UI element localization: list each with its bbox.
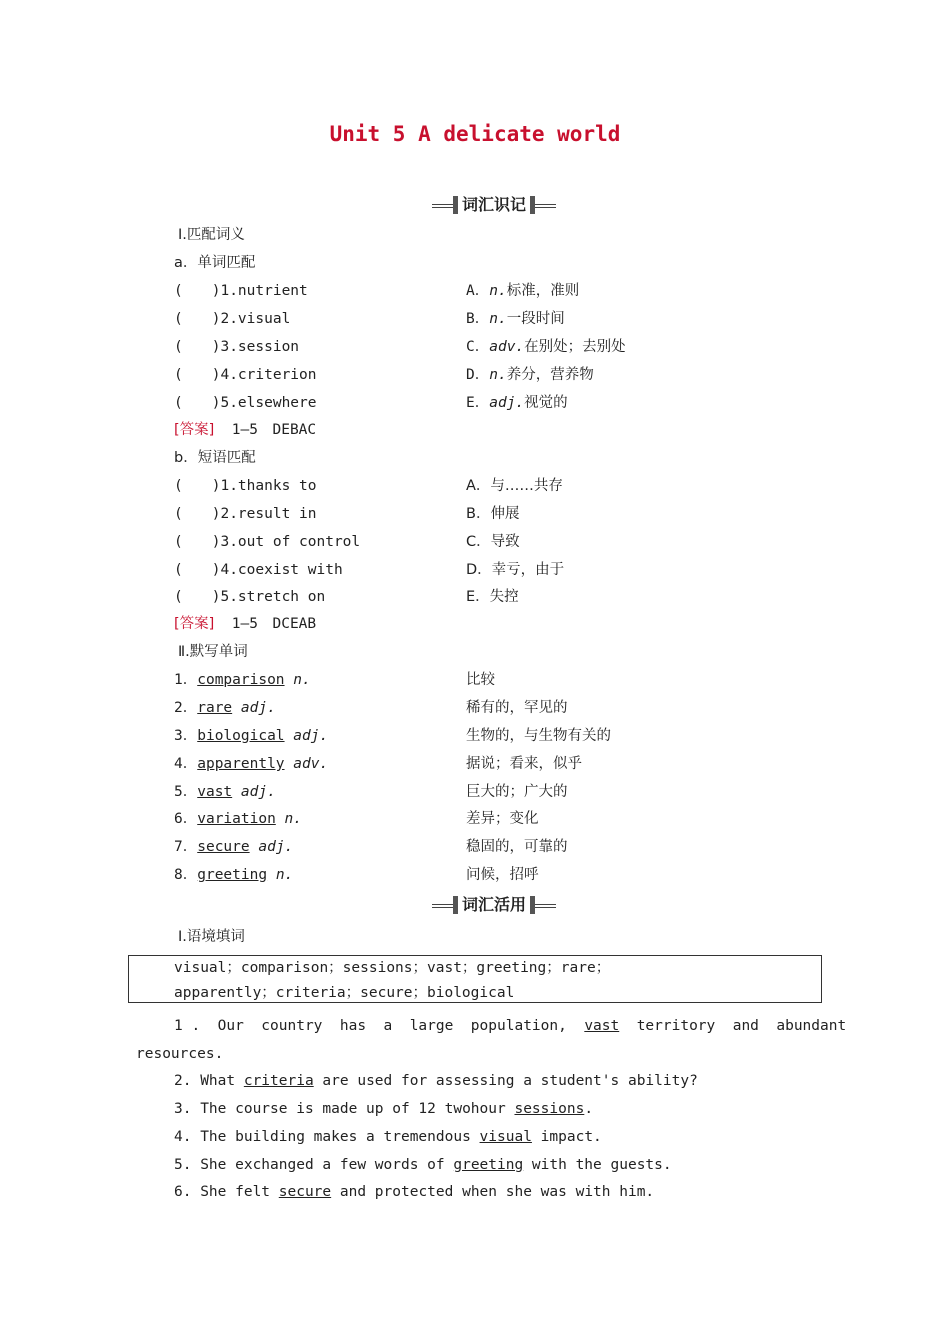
list-item-definition: E．失控: [466, 589, 519, 605]
list-item-definition: A．与……共存: [466, 478, 563, 494]
def-letter: B．: [466, 311, 490, 327]
item-pos: adj.: [293, 728, 329, 744]
list-item: [174, 560, 343, 580]
item-phrase: 3.out of control: [220, 534, 361, 550]
question-answer: greeting: [453, 1157, 524, 1173]
def-pos: n.: [489, 311, 507, 327]
blank-paren[interactable]: ( ): [174, 339, 221, 355]
item-pos: n.: [284, 811, 303, 827]
part3-heading: Ⅰ.语境填词: [178, 929, 245, 945]
list-item: [174, 337, 299, 357]
question-3: [174, 1099, 593, 1119]
item-answer-word: rare: [197, 700, 233, 716]
def-text: 在别处；去别处: [524, 339, 626, 355]
question-text: with the guests.: [523, 1157, 672, 1173]
question-text: .: [584, 1101, 594, 1117]
list-item: [174, 476, 317, 496]
question-answer: criteria: [243, 1073, 314, 1089]
word-bank-line-1: visual；comparison；sessions；vast；greeting；rare；: [174, 960, 611, 976]
list-item: [174, 782, 276, 802]
list-item: [174, 837, 293, 857]
question-1-continued: resources.: [136, 1046, 224, 1062]
def-text: 标准，准则: [506, 283, 580, 299]
question-text: 3. The course is made up of 12 twohour: [174, 1101, 515, 1117]
item-number: 6．: [174, 811, 198, 827]
question-2: [174, 1071, 698, 1091]
question-text: territory and abundant: [619, 1018, 847, 1034]
list-item: [174, 281, 308, 301]
question-text: 5. She exchanged a few words of: [174, 1157, 454, 1173]
blank-paren[interactable]: ( ): [174, 589, 221, 605]
list-item-definition: [466, 281, 579, 301]
list-item: [174, 393, 317, 413]
question-answer: secure: [278, 1184, 332, 1200]
item-word: 5.elsewhere: [220, 395, 317, 411]
list-item: [174, 365, 317, 385]
part-b-heading: b．短语匹配: [174, 450, 256, 466]
item-pos: adj.: [258, 839, 294, 855]
def-text: 养分，营养物: [506, 367, 594, 383]
question-text: 2. What: [174, 1073, 244, 1089]
item-pos: adj.: [240, 700, 276, 716]
banner-label: 词汇活用: [453, 896, 535, 914]
item-meaning: 比较: [466, 672, 495, 688]
item-phrase: 4.coexist with: [220, 562, 343, 578]
item-word: 3.session: [220, 339, 300, 355]
question-text: impact.: [531, 1129, 602, 1145]
answer-text: 1—5 DCEAB: [231, 616, 317, 632]
def-text: 视觉的: [524, 395, 568, 411]
blank-paren[interactable]: ( ): [174, 367, 221, 383]
item-phrase: 1.thanks to: [220, 478, 317, 494]
item-meaning: 生物的，与生物有关的: [466, 728, 611, 744]
part2-heading: Ⅱ.默写单词: [178, 644, 248, 660]
question-answer: vast: [584, 1018, 620, 1034]
item-number: 1．: [174, 672, 198, 688]
item-pos: adj.: [240, 784, 276, 800]
def-letter: D．: [466, 367, 490, 383]
section-banner-vocab-use: [432, 894, 556, 916]
list-item: [174, 809, 302, 829]
list-item: [174, 309, 290, 329]
banner-label: 词汇识记: [453, 196, 535, 214]
def-pos: n.: [489, 367, 507, 383]
item-number: 7．: [174, 839, 198, 855]
blank-paren[interactable]: ( ): [174, 311, 221, 327]
part1-heading: Ⅰ.匹配词义: [178, 227, 245, 243]
question-answer: sessions: [514, 1101, 585, 1117]
question-text: and protected when she was with him.: [331, 1184, 655, 1200]
blank-paren[interactable]: ( ): [174, 506, 221, 522]
list-item: [174, 504, 317, 524]
question-text: 6. She felt: [174, 1184, 279, 1200]
list-item: [174, 532, 360, 552]
section-banner-vocab-memory: [432, 194, 556, 216]
item-meaning: 据说；看来，似乎: [466, 756, 582, 772]
answer-a: [174, 420, 316, 440]
def-letter: E．: [466, 395, 490, 411]
blank-paren[interactable]: ( ): [174, 534, 221, 550]
item-number: 8．: [174, 867, 198, 883]
question-6: [174, 1182, 654, 1202]
question-text: are used for assessing a student's ability?: [313, 1073, 698, 1089]
question-5: [174, 1155, 672, 1175]
blank-paren[interactable]: ( ): [174, 562, 221, 578]
question-4: [174, 1127, 602, 1147]
list-item-definition: [466, 365, 594, 385]
list-item-definition: [466, 393, 568, 413]
item-answer-word: vast: [197, 784, 233, 800]
item-answer-word: greeting: [197, 867, 268, 883]
item-number: 2．: [174, 700, 198, 716]
item-number: 3．: [174, 728, 198, 744]
list-item-definition: B．伸展: [466, 506, 520, 522]
item-pos: n.: [293, 672, 311, 688]
item-pos: n.: [275, 867, 294, 883]
part-a-heading: a．单词匹配: [174, 255, 256, 271]
question-text: 1 . Our country has a large population,: [174, 1018, 585, 1034]
list-item: [174, 754, 328, 774]
list-item-definition: [466, 337, 626, 357]
item-answer-word: comparison: [197, 672, 285, 688]
list-item-definition: [466, 309, 565, 329]
def-pos: adv.: [489, 339, 525, 355]
item-meaning: 巨大的；广大的: [466, 784, 568, 800]
question-text: 4. The building makes a tremendous: [174, 1129, 480, 1145]
item-word: 2.visual: [220, 311, 291, 327]
item-word: 1.nutrient: [220, 283, 308, 299]
list-item-definition: D．幸亏，由于: [466, 562, 565, 578]
def-pos: n.: [489, 283, 507, 299]
item-meaning: 稀有的，罕见的: [466, 700, 568, 716]
blank-paren[interactable]: ( ): [174, 478, 221, 494]
list-item-definition: C．导致: [466, 534, 520, 550]
question-1: [174, 1016, 846, 1036]
item-phrase: 5.stretch on: [220, 589, 326, 605]
def-letter: A．: [466, 283, 490, 299]
answer-label: [答案]: [174, 616, 215, 632]
item-meaning: 问候，招呼: [466, 867, 539, 883]
item-meaning: 稳固的，可靠的: [466, 839, 568, 855]
item-number: 4．: [174, 756, 198, 772]
item-number: 5．: [174, 784, 198, 800]
list-item: [174, 726, 328, 746]
item-word: 4.criterion: [220, 367, 317, 383]
word-bank-box: [128, 955, 822, 1003]
question-answer: visual: [479, 1129, 532, 1145]
item-answer-word: biological: [197, 728, 285, 744]
list-item: [174, 698, 276, 718]
word-bank-line-2: apparently；criteria；secure；biological: [174, 985, 515, 1001]
list-item: [174, 865, 293, 885]
def-letter: C．: [466, 339, 490, 355]
item-answer-word: variation: [197, 811, 276, 827]
item-answer-word: apparently: [197, 756, 285, 772]
item-answer-word: secure: [197, 839, 250, 855]
page-title: Unit 5 A delicate world: [329, 122, 621, 146]
blank-paren[interactable]: ( ): [174, 395, 221, 411]
list-item: [174, 587, 325, 607]
def-pos: adj.: [489, 395, 525, 411]
answer-b: [174, 614, 316, 634]
item-phrase: 2.result in: [220, 506, 317, 522]
answer-text: 1—5 DEBAC: [231, 422, 317, 438]
list-item: [174, 670, 311, 690]
blank-paren[interactable]: ( ): [174, 283, 221, 299]
item-pos: adv.: [293, 756, 329, 772]
item-meaning: 差异；变化: [466, 811, 539, 827]
answer-label: [答案]: [174, 422, 215, 438]
def-text: 一段时间: [506, 311, 565, 327]
